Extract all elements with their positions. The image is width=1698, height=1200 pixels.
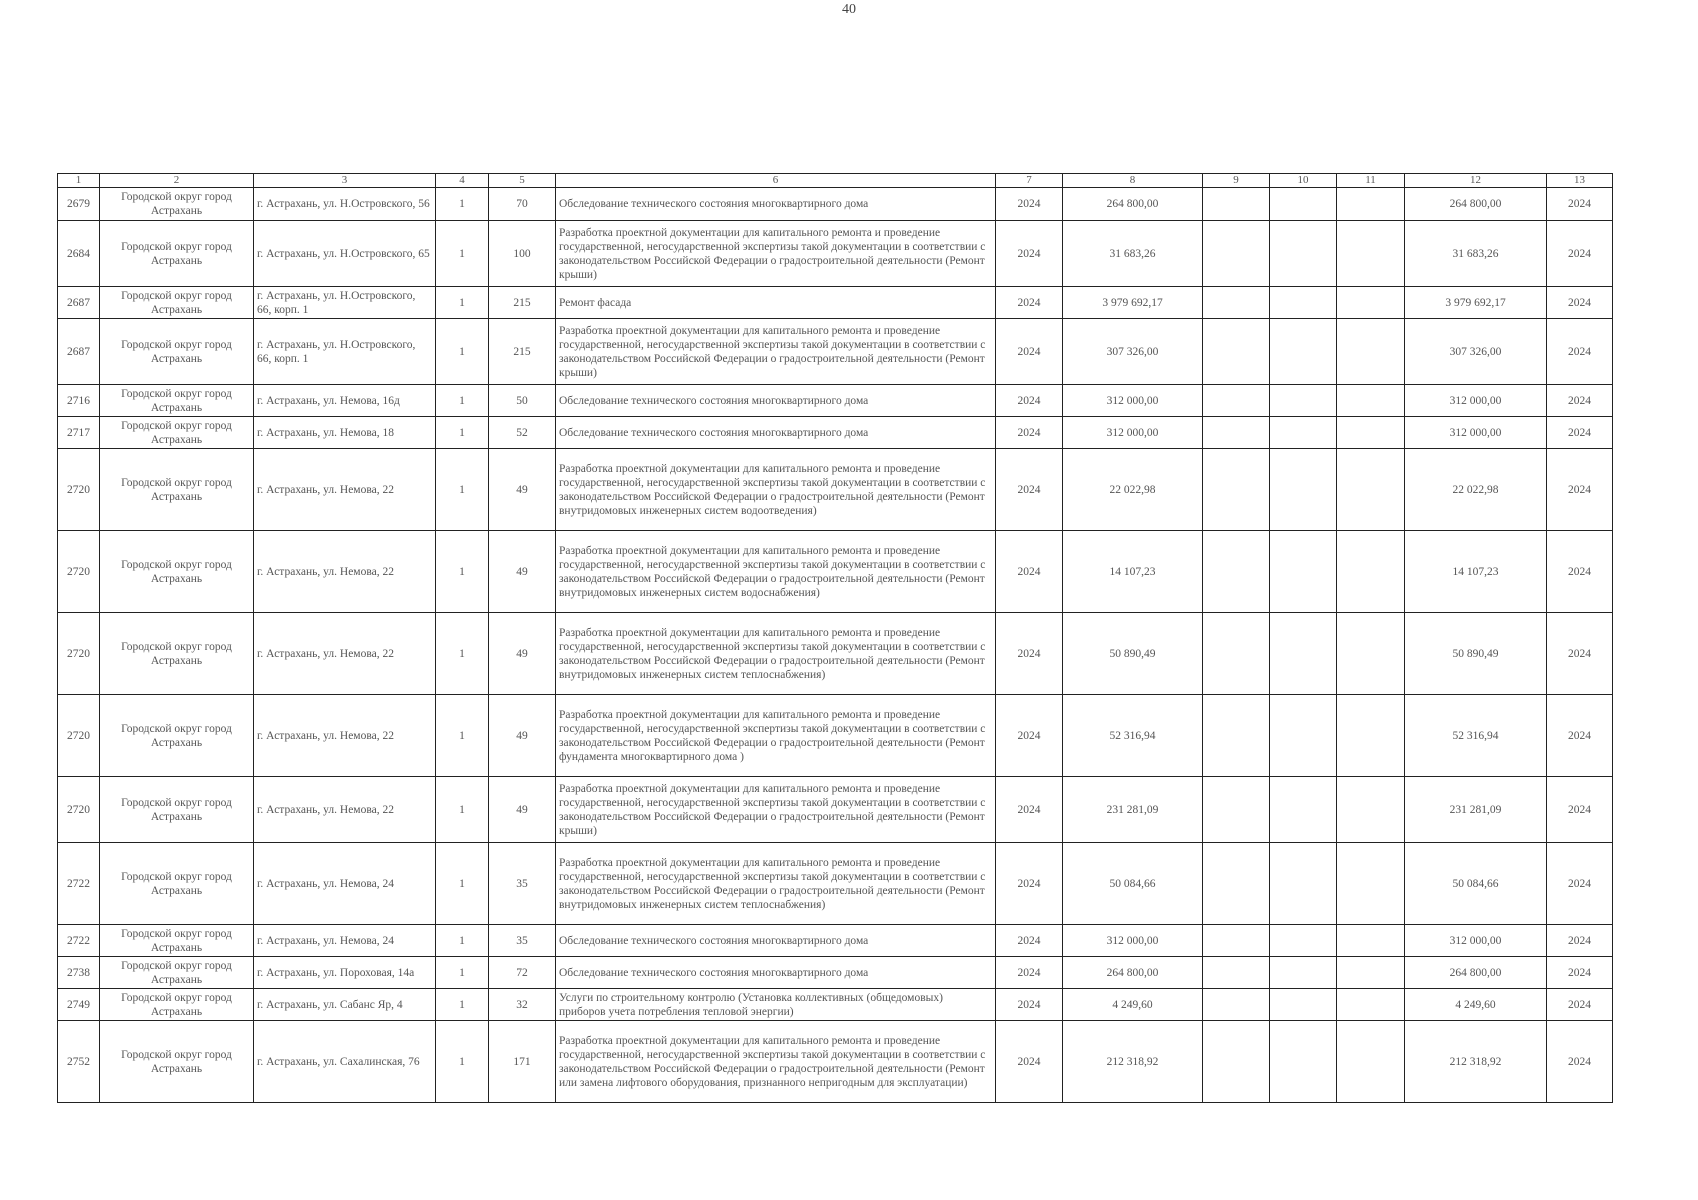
col-10-value <box>1270 449 1337 531</box>
col-13-value: 2024 <box>1547 989 1613 1021</box>
row-number: 2752 <box>58 1021 100 1103</box>
col-12-value: 307 326,00 <box>1405 319 1547 385</box>
year: 2024 <box>996 989 1063 1021</box>
col-13-value: 2024 <box>1547 188 1613 221</box>
cost: 312 000,00 <box>1063 417 1203 449</box>
col-10-value <box>1270 1021 1337 1103</box>
table-row <box>58 531 1613 613</box>
municipality: Городской округ город Астрахань <box>100 777 254 843</box>
year: 2024 <box>996 188 1063 221</box>
col-10-value <box>1270 989 1337 1021</box>
municipality: Городской округ город Астрахань <box>100 188 254 221</box>
work-type: Разработка проектной документации для капитального ремонта и проведение государственной, негосударственной экспертизы такой документации в соответствии с законодательством Российской Федерации о градостроительной деятельности (Ремонт фундамента многоквартирного дома ) <box>556 695 996 777</box>
col-11-value <box>1337 695 1405 777</box>
col-9-value <box>1203 1021 1270 1103</box>
work-type: Обследование технического состояния многоквартирного дома <box>556 417 996 449</box>
col-4-value: 1 <box>436 843 489 925</box>
cost: 264 800,00 <box>1063 957 1203 989</box>
work-type: Разработка проектной документации для капитального ремонта и проведение государственной, негосударственной экспертизы такой документации в соответствии с законодательством Российской Федерации о градостроительной деятельности (Ремонт крыши) <box>556 221 996 287</box>
col-10-value <box>1270 188 1337 221</box>
col-11-value <box>1337 449 1405 531</box>
col-11-value <box>1337 843 1405 925</box>
column-header-7: 7 <box>996 174 1063 188</box>
table-row <box>58 449 1613 531</box>
col-12-value: 212 318,92 <box>1405 1021 1547 1103</box>
col-4-value: 1 <box>436 777 489 843</box>
col-13-value: 2024 <box>1547 319 1613 385</box>
address: г. Астрахань, ул. Немова, 16д <box>254 385 436 417</box>
municipality: Городской округ город Астрахань <box>100 385 254 417</box>
row-number: 2717 <box>58 417 100 449</box>
col-4-value: 1 <box>436 1021 489 1103</box>
col-4-value: 1 <box>436 989 489 1021</box>
col-12-value: 312 000,00 <box>1405 385 1547 417</box>
col-4-value: 1 <box>436 695 489 777</box>
col-9-value <box>1203 417 1270 449</box>
cost: 231 281,09 <box>1063 777 1203 843</box>
col-13-value: 2024 <box>1547 1021 1613 1103</box>
col-10-value <box>1270 319 1337 385</box>
cost: 50 890,49 <box>1063 613 1203 695</box>
col-12-value: 264 800,00 <box>1405 188 1547 221</box>
col-13-value: 2024 <box>1547 695 1613 777</box>
cost: 307 326,00 <box>1063 319 1203 385</box>
col-9-value <box>1203 695 1270 777</box>
col-12-value: 14 107,23 <box>1405 531 1547 613</box>
col-11-value <box>1337 925 1405 957</box>
col-10-value <box>1270 287 1337 319</box>
work-type: Разработка проектной документации для капитального ремонта и проведение государственной, негосударственной экспертизы такой документации в соответствии с законодательством Российской Федерации о градостроительной деятельности (Ремонт внутридомовых инженерных систем теплоснабжения) <box>556 843 996 925</box>
col-13-value: 2024 <box>1547 287 1613 319</box>
address: г. Астрахань, ул. Немова, 22 <box>254 695 436 777</box>
year: 2024 <box>996 925 1063 957</box>
work-type: Обследование технического состояния многоквартирного дома <box>556 957 996 989</box>
municipality: Городской округ город Астрахань <box>100 695 254 777</box>
column-header-12: 12 <box>1405 174 1547 188</box>
col-5-value: 100 <box>489 221 556 287</box>
col-12-value: 4 249,60 <box>1405 989 1547 1021</box>
address: г. Астрахань, ул. Немова, 24 <box>254 843 436 925</box>
col-5-value: 70 <box>489 188 556 221</box>
year: 2024 <box>996 531 1063 613</box>
col-5-value: 49 <box>489 449 556 531</box>
address: г. Астрахань, ул. Н.Островского, 65 <box>254 221 436 287</box>
col-12-value: 231 281,09 <box>1405 777 1547 843</box>
year: 2024 <box>996 319 1063 385</box>
table-row <box>58 925 1613 957</box>
year: 2024 <box>996 385 1063 417</box>
year: 2024 <box>996 449 1063 531</box>
table-row <box>58 417 1613 449</box>
year: 2024 <box>996 1021 1063 1103</box>
col-9-value <box>1203 385 1270 417</box>
col-4-value: 1 <box>436 221 489 287</box>
col-5-value: 35 <box>489 843 556 925</box>
municipality: Городской округ город Астрахань <box>100 1021 254 1103</box>
table-row <box>58 613 1613 695</box>
col-9-value <box>1203 957 1270 989</box>
column-header-1: 1 <box>58 174 100 188</box>
municipality: Городской округ город Астрахань <box>100 957 254 989</box>
col-4-value: 1 <box>436 613 489 695</box>
address: г. Астрахань, ул. Немова, 22 <box>254 613 436 695</box>
col-10-value <box>1270 695 1337 777</box>
col-5-value: 32 <box>489 989 556 1021</box>
municipality: Городской округ город Астрахань <box>100 221 254 287</box>
repair-plan-table <box>57 173 1613 1103</box>
row-number: 2720 <box>58 531 100 613</box>
year: 2024 <box>996 843 1063 925</box>
address: г. Астрахань, ул. Н.Островского, 66, корп. 1 <box>254 287 436 319</box>
col-13-value: 2024 <box>1547 385 1613 417</box>
cost: 312 000,00 <box>1063 385 1203 417</box>
work-type: Разработка проектной документации для капитального ремонта и проведение государственной, негосударственной экспертизы такой документации в соответствии с законодательством Российской Федерации о градостроительной деятельности (Ремонт внутридомовых инженерных систем водоснабжения) <box>556 531 996 613</box>
table-body <box>58 188 1613 1103</box>
cost: 14 107,23 <box>1063 531 1203 613</box>
col-12-value: 264 800,00 <box>1405 957 1547 989</box>
cost: 22 022,98 <box>1063 449 1203 531</box>
work-type: Разработка проектной документации для капитального ремонта и проведение государственной, негосударственной экспертизы такой документации в соответствии с законодательством Российской Федерации о градостроительной деятельности (Ремонт крыши) <box>556 319 996 385</box>
col-4-value: 1 <box>436 188 489 221</box>
col-5-value: 50 <box>489 385 556 417</box>
year: 2024 <box>996 777 1063 843</box>
col-5-value: 49 <box>489 613 556 695</box>
col-11-value <box>1337 989 1405 1021</box>
col-12-value: 312 000,00 <box>1405 925 1547 957</box>
municipality: Городской округ город Астрахань <box>100 319 254 385</box>
cost: 4 249,60 <box>1063 989 1203 1021</box>
work-type: Разработка проектной документации для капитального ремонта и проведение государственной, негосударственной экспертизы такой документации в соответствии с законодательством Российской Федерации о градостроительной деятельности (Ремонт крыши) <box>556 777 996 843</box>
address: г. Астрахань, ул. Сабанс Яр, 4 <box>254 989 436 1021</box>
col-9-value <box>1203 449 1270 531</box>
col-12-value: 50 084,66 <box>1405 843 1547 925</box>
col-11-value <box>1337 957 1405 989</box>
row-number: 2722 <box>58 843 100 925</box>
col-11-value <box>1337 613 1405 695</box>
col-11-value <box>1337 385 1405 417</box>
cost: 31 683,26 <box>1063 221 1203 287</box>
table-row <box>58 385 1613 417</box>
col-10-value <box>1270 221 1337 287</box>
col-13-value: 2024 <box>1547 613 1613 695</box>
col-13-value: 2024 <box>1547 417 1613 449</box>
header-row <box>58 174 1613 188</box>
col-9-value <box>1203 613 1270 695</box>
col-13-value: 2024 <box>1547 843 1613 925</box>
col-5-value: 72 <box>489 957 556 989</box>
col-13-value: 2024 <box>1547 777 1613 843</box>
address: г. Астрахань, ул. Немова, 22 <box>254 449 436 531</box>
col-9-value <box>1203 319 1270 385</box>
work-type: Обследование технического состояния многоквартирного дома <box>556 925 996 957</box>
col-4-value: 1 <box>436 417 489 449</box>
col-5-value: 49 <box>489 531 556 613</box>
work-type: Обследование технического состояния многоквартирного дома <box>556 385 996 417</box>
col-13-value: 2024 <box>1547 925 1613 957</box>
col-13-value: 2024 <box>1547 449 1613 531</box>
col-10-value <box>1270 843 1337 925</box>
column-header-5: 5 <box>489 174 556 188</box>
col-11-value <box>1337 188 1405 221</box>
row-number: 2679 <box>58 188 100 221</box>
col-12-value: 22 022,98 <box>1405 449 1547 531</box>
row-number: 2687 <box>58 287 100 319</box>
work-type: Обследование технического состояния многоквартирного дома <box>556 188 996 221</box>
row-number: 2687 <box>58 319 100 385</box>
col-12-value: 50 890,49 <box>1405 613 1547 695</box>
municipality: Городской округ город Астрахань <box>100 843 254 925</box>
row-number: 2684 <box>58 221 100 287</box>
municipality: Городской округ город Астрахань <box>100 449 254 531</box>
address: г. Астрахань, ул. Немова, 24 <box>254 925 436 957</box>
table-row <box>58 287 1613 319</box>
col-4-value: 1 <box>436 957 489 989</box>
col-5-value: 49 <box>489 777 556 843</box>
col-12-value: 3 979 692,17 <box>1405 287 1547 319</box>
col-11-value <box>1337 531 1405 613</box>
col-4-value: 1 <box>436 287 489 319</box>
column-header-4: 4 <box>436 174 489 188</box>
col-9-value <box>1203 287 1270 319</box>
cost: 212 318,92 <box>1063 1021 1203 1103</box>
col-12-value: 31 683,26 <box>1405 221 1547 287</box>
address: г. Астрахань, ул. Немова, 18 <box>254 417 436 449</box>
column-header-10: 10 <box>1270 174 1337 188</box>
cost: 312 000,00 <box>1063 925 1203 957</box>
col-5-value: 215 <box>489 319 556 385</box>
table-row <box>58 957 1613 989</box>
work-type: Разработка проектной документации для капитального ремонта и проведение государственной, негосударственной экспертизы такой документации в соответствии с законодательством Российской Федерации о градостроительной деятельности (Ремонт или замена лифтового оборудования, признанного непригодным для эксплуатации) <box>556 1021 996 1103</box>
row-number: 2720 <box>58 695 100 777</box>
municipality: Городской округ город Астрахань <box>100 613 254 695</box>
col-12-value: 312 000,00 <box>1405 417 1547 449</box>
row-number: 2738 <box>58 957 100 989</box>
col-9-value <box>1203 531 1270 613</box>
col-9-value <box>1203 777 1270 843</box>
cost: 50 084,66 <box>1063 843 1203 925</box>
col-11-value <box>1337 319 1405 385</box>
municipality: Городской округ город Астрахань <box>100 925 254 957</box>
cost: 52 316,94 <box>1063 695 1203 777</box>
col-9-value <box>1203 188 1270 221</box>
column-header-2: 2 <box>100 174 254 188</box>
col-4-value: 1 <box>436 925 489 957</box>
cost: 3 979 692,17 <box>1063 287 1203 319</box>
table-row <box>58 777 1613 843</box>
column-header-9: 9 <box>1203 174 1270 188</box>
page-number: 40 <box>842 2 856 17</box>
column-header-11: 11 <box>1337 174 1405 188</box>
column-header-3: 3 <box>254 174 436 188</box>
col-10-value <box>1270 417 1337 449</box>
col-10-value <box>1270 531 1337 613</box>
col-11-value <box>1337 417 1405 449</box>
col-13-value: 2024 <box>1547 531 1613 613</box>
col-5-value: 171 <box>489 1021 556 1103</box>
col-5-value: 49 <box>489 695 556 777</box>
address: г. Астрахань, ул. Немова, 22 <box>254 777 436 843</box>
col-9-value <box>1203 989 1270 1021</box>
column-header-8: 8 <box>1063 174 1203 188</box>
col-11-value <box>1337 777 1405 843</box>
year: 2024 <box>996 695 1063 777</box>
address: г. Астрахань, ул. Сахалинская, 76 <box>254 1021 436 1103</box>
col-11-value <box>1337 287 1405 319</box>
address: г. Астрахань, ул. Немова, 22 <box>254 531 436 613</box>
col-13-value: 2024 <box>1547 221 1613 287</box>
work-type: Разработка проектной документации для капитального ремонта и проведение государственной, негосударственной экспертизы такой документации в соответствии с законодательством Российской Федерации о градостроительной деятельности (Ремонт внутридомовых инженерных систем теплоснабжения) <box>556 613 996 695</box>
row-number: 2749 <box>58 989 100 1021</box>
year: 2024 <box>996 287 1063 319</box>
column-header-6: 6 <box>556 174 996 188</box>
table-row <box>58 319 1613 385</box>
col-13-value: 2024 <box>1547 957 1613 989</box>
col-9-value <box>1203 843 1270 925</box>
table-row <box>58 843 1613 925</box>
col-4-value: 1 <box>436 449 489 531</box>
address: г. Астрахань, ул. Пороховая, 14а <box>254 957 436 989</box>
table-row <box>58 695 1613 777</box>
municipality: Городской округ город Астрахань <box>100 417 254 449</box>
table-row <box>58 188 1613 221</box>
col-10-value <box>1270 613 1337 695</box>
row-number: 2722 <box>58 925 100 957</box>
municipality: Городской округ город Астрахань <box>100 287 254 319</box>
col-4-value: 1 <box>436 385 489 417</box>
table-row <box>58 1021 1613 1103</box>
col-9-value <box>1203 925 1270 957</box>
table-row <box>58 221 1613 287</box>
col-11-value <box>1337 1021 1405 1103</box>
municipality: Городской округ город Астрахань <box>100 989 254 1021</box>
col-5-value: 52 <box>489 417 556 449</box>
work-type: Ремонт фасада <box>556 287 996 319</box>
col-10-value <box>1270 777 1337 843</box>
row-number: 2720 <box>58 777 100 843</box>
col-5-value: 215 <box>489 287 556 319</box>
col-10-value <box>1270 925 1337 957</box>
col-10-value <box>1270 957 1337 989</box>
address: г. Астрахань, ул. Н.Островского, 56 <box>254 188 436 221</box>
col-5-value: 35 <box>489 925 556 957</box>
cost: 264 800,00 <box>1063 188 1203 221</box>
col-11-value <box>1337 221 1405 287</box>
col-10-value <box>1270 385 1337 417</box>
col-9-value <box>1203 221 1270 287</box>
col-4-value: 1 <box>436 319 489 385</box>
table-row <box>58 989 1613 1021</box>
year: 2024 <box>996 613 1063 695</box>
year: 2024 <box>996 417 1063 449</box>
row-number: 2720 <box>58 613 100 695</box>
work-type: Разработка проектной документации для капитального ремонта и проведение государственной, негосударственной экспертизы такой документации в соответствии с законодательством Российской Федерации о градостроительной деятельности (Ремонт внутридомовых инженерных систем водоотведения) <box>556 449 996 531</box>
year: 2024 <box>996 221 1063 287</box>
column-header-13: 13 <box>1547 174 1613 188</box>
row-number: 2720 <box>58 449 100 531</box>
col-12-value: 52 316,94 <box>1405 695 1547 777</box>
address: г. Астрахань, ул. Н.Островского, 66, корп. 1 <box>254 319 436 385</box>
work-type: Услуги по строительному контролю (Установка коллективных (общедомовых) приборов учета потребления тепловой энергии) <box>556 989 996 1021</box>
row-number: 2716 <box>58 385 100 417</box>
col-4-value: 1 <box>436 531 489 613</box>
year: 2024 <box>996 957 1063 989</box>
municipality: Городской округ город Астрахань <box>100 531 254 613</box>
